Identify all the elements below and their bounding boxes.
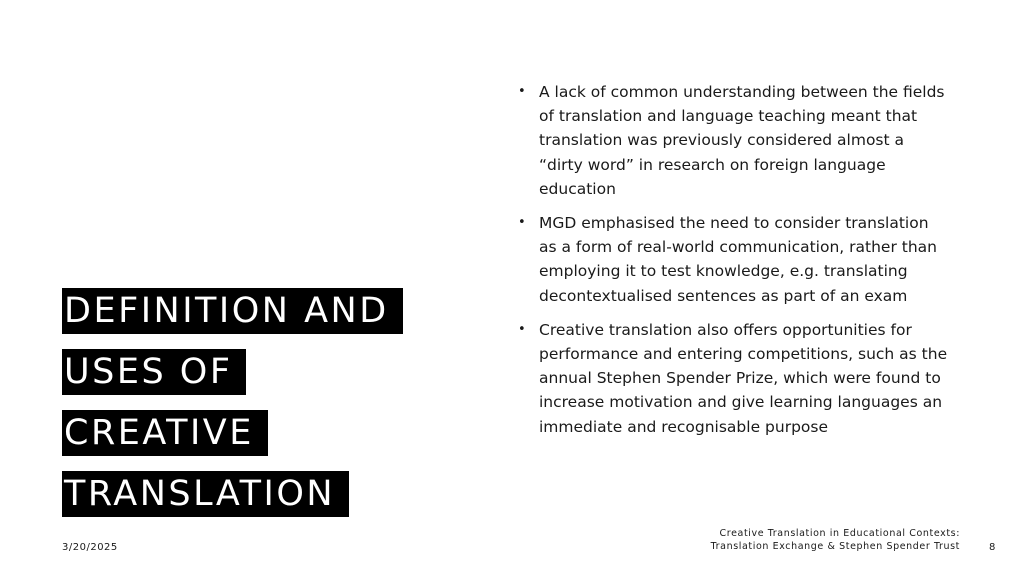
bullet-text: MGD emphasised the need to consider translation as a form of real-world communication, rather than employing it to test knowledge, e.g. translating decontextualised sentences as part of an exam [539,214,937,305]
bullet-text: A lack of common understanding between the fields of translation and language teaching meant that translation was previously considered almost a “dirty word” in research on foreign language education [539,83,945,198]
footer-date: 3/20/2025 [62,542,118,553]
footer-text [711,528,960,553]
title-line: USES OF [62,349,246,395]
page-number: 8 [989,542,996,553]
bullet-item [518,211,948,308]
bullet-list [518,80,948,449]
bullet-marker: • [518,321,526,337]
footer-text-line: Creative Translation in Educational Contexts: [719,528,960,539]
title-line: DEFINITION AND [62,288,403,334]
bullet-text: Creative translation also offers opportunities for performance and entering competitions, such as the annual Stephen Spender Prize, which were found to increase motivation and give learning languages an immediate and recognisable purpose [539,320,948,436]
footer-text-line: Translation Exchange & Stephen Spender Trust [710,540,960,552]
bullet-marker: • [518,215,526,231]
bullet-marker: • [518,84,526,99]
bullet-item [518,80,948,201]
bullet-item [518,318,948,439]
slide-title [62,283,442,527]
title-line: CREATIVE [62,410,268,456]
title-line: TRANSLATION [62,471,349,517]
